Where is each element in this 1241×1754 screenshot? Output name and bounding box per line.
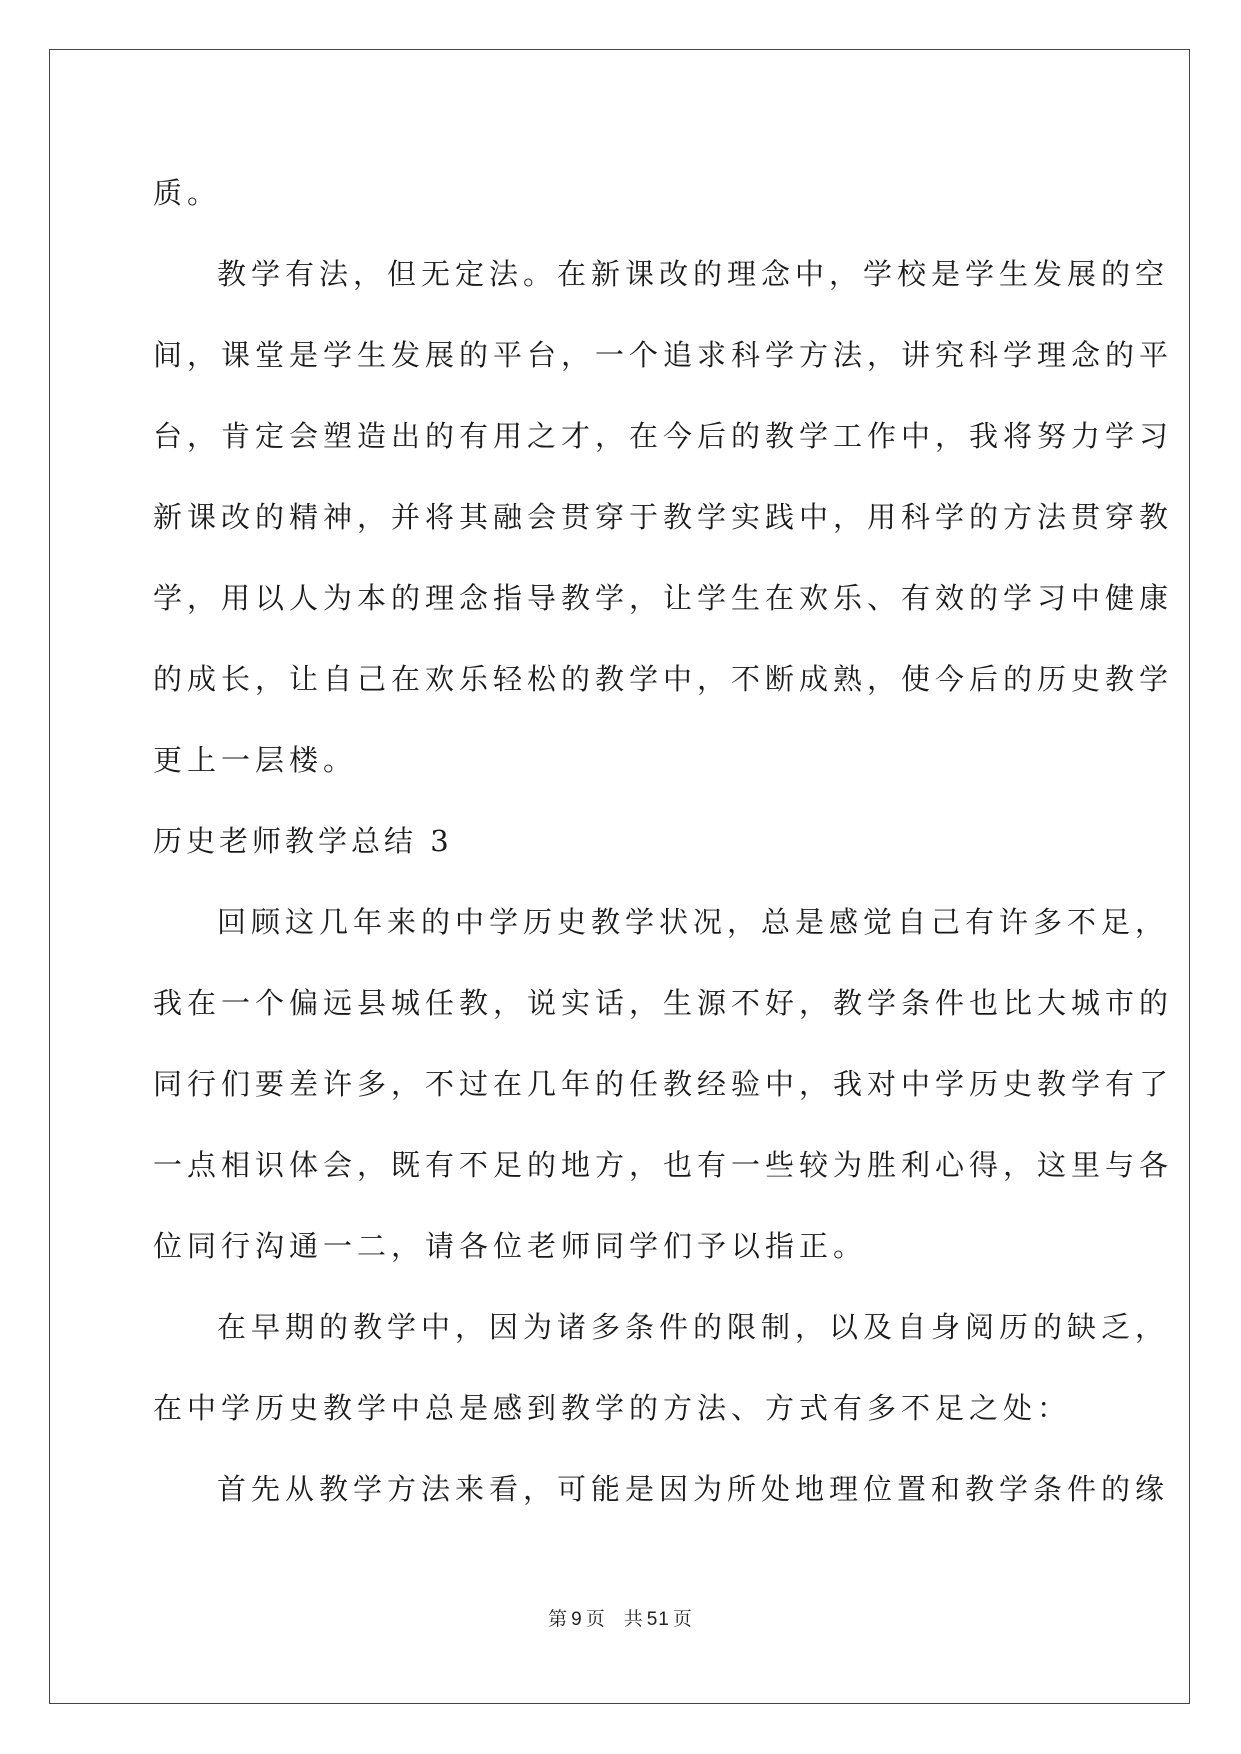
text-line: 我在一个偏远县城任教，说实话，生源不好，教学条件也比大城市的 [153, 986, 1174, 1020]
text-line: 的成长，让自己在欢乐轻松的教学中，不断成熟，使今后的历史教学 [153, 662, 1174, 696]
text-line: 台，肯定会塑造出的有用之才，在今后的教学工作中，我将努力学习 [153, 419, 1174, 453]
text-line: 质。 [153, 176, 222, 210]
text-line: 一点相识体会，既有不足的地方，也有一些较为胜利心得，这里与各 [153, 1148, 1174, 1182]
text-line: 间，课堂是学生发展的平台，一个追求科学方法，讲究科学理念的平 [153, 338, 1174, 372]
total-prefix: 共 [623, 1608, 644, 1630]
text-line: 新课改的精神，并将其融会贯穿于教学实践中，用科学的方法贯穿教 [153, 500, 1174, 534]
page-number: 9 [571, 1609, 583, 1630]
text-line: 更上一层楼。 [153, 743, 358, 777]
page-prefix: 第 [548, 1608, 569, 1630]
paragraph-start-line: 在早期的教学中，因为诸多条件的限制，以及自身阅历的缺乏， [217, 1310, 1170, 1344]
total-suffix: 页 [672, 1608, 693, 1630]
paragraph-start-line: 首先从教学方法来看，可能是因为所处地理位置和教学条件的缘 [217, 1472, 1170, 1506]
paragraph-start-line: 教学有法，但无定法。在新课改的理念中，学校是学生发展的空 [217, 257, 1170, 291]
text-line: 在中学历史教学中总是感到教学的方法、方式有多不足之处： [153, 1391, 1072, 1425]
page-suffix: 页 [585, 1608, 606, 1630]
paragraph-start-line: 回顾这几年来的中学历史教学状况，总是感觉自己有许多不足， [217, 905, 1170, 939]
document-body [153, 153, 1174, 1530]
text-line: 位同行沟通一二，请各位老师同学们予以指正。 [153, 1229, 868, 1263]
total-pages: 51 [646, 1609, 670, 1630]
text-line: 学，用以人为本的理念指导教学，让学生在欢乐、有效的学习中健康 [153, 581, 1174, 615]
section-heading: 历史老师教学总结 3 [153, 824, 453, 858]
page-footer [0, 1604, 1241, 1631]
text-line: 同行们要差许多，不过在几年的任教经验中，我对中学历史教学有了 [153, 1067, 1174, 1101]
